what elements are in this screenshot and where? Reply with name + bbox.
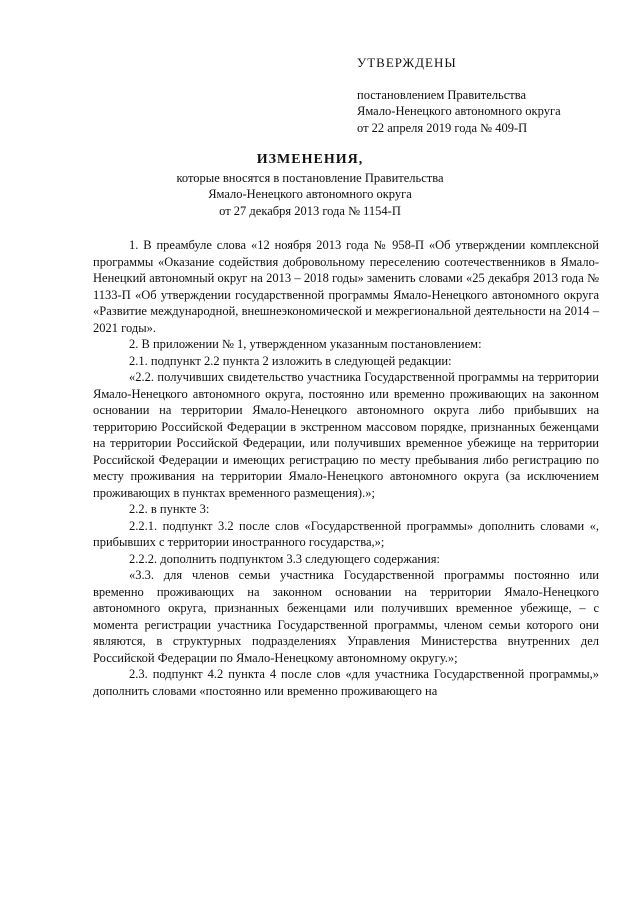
paragraph-2-1: 2.1. подпункт 2.2 пункта 2 изложить в следующей редакции:: [129, 353, 452, 368]
approval-line: от 22 апреля 2019 года № 409-П: [357, 120, 528, 135]
document-title: [90, 152, 530, 219]
approval-stamp: [357, 55, 627, 136]
title-line: которые вносятся в постановление Правительства: [176, 170, 444, 185]
title-line: от 27 декабря 2013 года № 1154-П: [219, 203, 401, 218]
approval-line: постановлением Правительства: [357, 87, 527, 102]
approval-heading: УТВЕРЖДЕНЫ: [357, 55, 457, 70]
approval-line: Ямало-Ненецкого автономного округа: [357, 104, 561, 118]
title-main: ИЗМЕНЕНИЯ,: [256, 152, 364, 167]
paragraph-2-2-1: 2.2.1. подпункт 3.2 после слов «Государственной программы» дополнить словами «, прибывших с территории иностранного государства,»;: [93, 518, 599, 549]
paragraph-2-2: 2.2. в пункте 3:: [129, 502, 210, 516]
document-body: [93, 237, 599, 699]
title-line: Ямало-Ненецкого автономного округа: [208, 187, 412, 201]
paragraph-1: 1. В преамбуле слова «12 ноября 2013 года № 958-П «Об утверждении комплексной программы «Оказание содействия добровольному переселению соотечественников в Ямало-Ненецкий автономный округ на 2013 – 2018 годы» заменить словами «25 декабря 2013 года № 1133-П «Об утверждении государственной программы Ямало-Ненецкого автономного округа «Развитие международной, внешнеэкономической и межрегиональной деятельности на 2014 – 2021 годы».: [93, 238, 599, 335]
paragraph-2-2-2: 2.2.2. дополнить подпунктом 3.3 следующего содержания:: [129, 551, 440, 566]
paragraph-3-3-quote: «3.3. для членов семьи участника Государственной программы постоянно или временно проживающих на законном основании на территории Ямало-Ненецкого автономного округа, признанных беженцами или получивших временное убежище, – с момента регистрации участника Государственной программы, членом семьи которого они являются, в структурных подразделениях Управления Министерства внутренних дел Российской Федерации по Ямало-Ненецкому автономному округу.»;: [93, 568, 599, 665]
paragraph-2-3: 2.3. подпункт 4.2 пункта 4 после слов «для участника Государственной программы,» дополнить словами «постоянно или временно проживающего на: [93, 667, 599, 698]
paragraph-2: 2. В приложении № 1, утвержденном указанным постановлением:: [129, 337, 482, 351]
paragraph-2-2-quote: «2.2. получивших свидетельство участника Государственной программы на территории Ямало-Ненецкого автономного округа, постоянно или временно проживающих на законном основании на территории Ямало-Ненецкого автономного округа либо прибывших на территорию Российской Федерации в экстренном массовом порядке, признанных беженцами на территории Российской Федерации, или получивших временное убежище на территории Российской Федерации и имеющих регистрацию по месту пребывания либо регистрацию по месту проживания на территории Ямало-Ненецкого автономного округа (за исключением проживающих в пунктах временного размещения).»;: [93, 370, 599, 500]
